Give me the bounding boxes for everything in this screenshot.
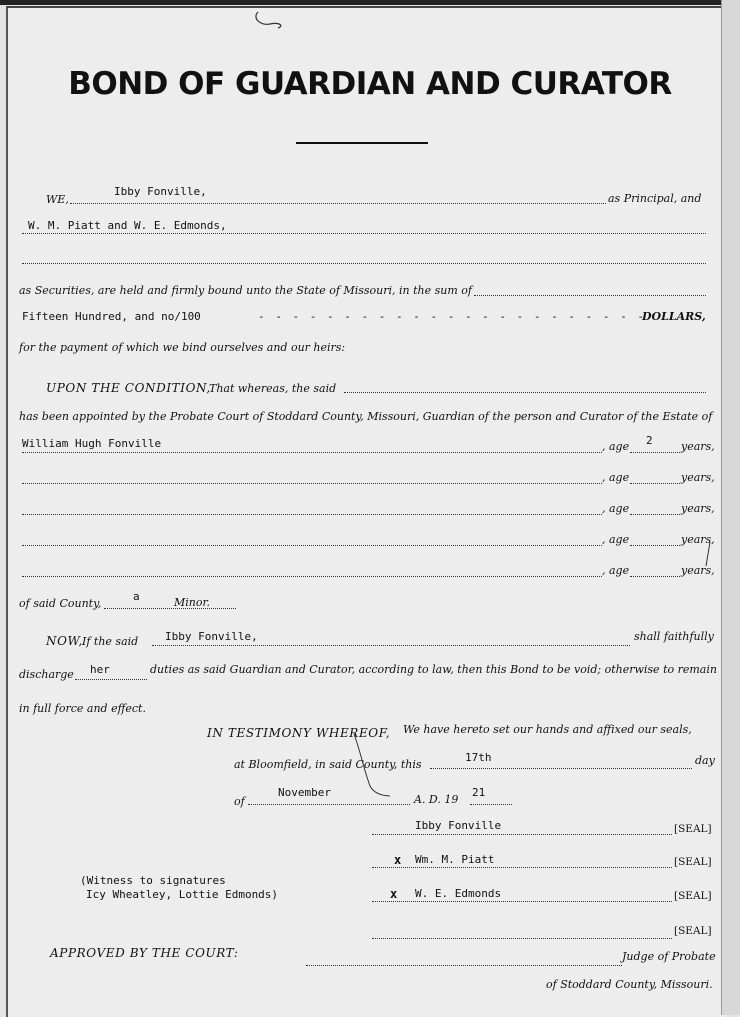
day-label: day xyxy=(695,754,715,767)
signature-line xyxy=(372,938,672,939)
signature-line xyxy=(372,901,672,902)
duties-clause: duties as said Guardian and Curator, according to law, then this Bond to be void; otherwise to remain xyxy=(150,663,717,676)
month-line xyxy=(248,804,410,805)
age-label: , age xyxy=(602,502,630,515)
ward-name-line xyxy=(22,514,602,515)
ward-age-line xyxy=(630,576,680,577)
seal-label: [SEAL] xyxy=(674,856,712,868)
dollars-label: DOLLARS, xyxy=(642,310,706,323)
securities-names: W. M. Piatt and W. E. Edmonds, xyxy=(28,219,227,232)
sum-line xyxy=(474,295,706,296)
principal-name: Ibby Fonville, xyxy=(114,185,207,198)
pen-squiggle-top xyxy=(250,8,290,30)
now-label: NOW, xyxy=(46,634,83,648)
force-clause: in full force and effect. xyxy=(19,702,146,715)
age-label: , age xyxy=(602,564,630,577)
ward-name: William Hugh Fonville xyxy=(22,437,162,450)
securities-line xyxy=(22,233,706,234)
years-label: years, xyxy=(681,564,715,577)
pen-squiggle-county xyxy=(350,730,400,800)
now-line xyxy=(152,645,630,646)
judge-label: Judge of Probate xyxy=(622,950,716,963)
ward-age: 2 xyxy=(646,434,653,447)
day-value: 17th xyxy=(465,751,492,764)
year-line xyxy=(470,804,512,805)
county-court: of Stoddard County, Missouri. xyxy=(546,978,713,991)
signature-line xyxy=(372,834,672,835)
signature-line xyxy=(372,867,672,868)
appointed-clause: has been appointed by the Probate Court of Stoddard County, Missouri, Guardian of the person and Curator of the Estate of xyxy=(19,410,713,423)
sum-text: Fifteen Hundred, and no/100 xyxy=(22,310,201,323)
years-label: years, xyxy=(681,471,715,484)
now-name: Ibby Fonville, xyxy=(165,630,258,643)
discharge-label: discharge xyxy=(19,668,74,681)
minor-label: Minor. xyxy=(174,596,211,609)
ward-name-line xyxy=(22,576,602,577)
testimony-text: We have hereto set our hands and affixed our seals, xyxy=(403,723,692,736)
ward-age-line xyxy=(630,452,680,453)
scan-top-edge xyxy=(0,0,740,5)
ward-age-line xyxy=(630,514,680,515)
age-label: , age xyxy=(602,440,630,453)
pen-mark-years xyxy=(700,540,714,570)
minor-line xyxy=(104,608,236,609)
years-label: years, xyxy=(681,533,715,546)
approved-label: APPROVED BY THE COURT: xyxy=(50,946,239,960)
condition-heading: UPON THE CONDITION, xyxy=(46,381,211,395)
testimony-heading: IN TESTIMONY WHEREOF, xyxy=(207,726,391,740)
blank-securities-line xyxy=(22,263,706,264)
ad-label: A. D. 19 xyxy=(414,793,459,806)
signer-name: Ibby Fonville xyxy=(415,819,502,832)
witness-line-1: (Witness to signatures xyxy=(80,874,226,887)
county-label: of said County, xyxy=(19,597,102,610)
year-value: 21 xyxy=(472,786,486,799)
sum-dashes: - - - - - - - - - - - - - - - - - - - - - - - xyxy=(258,310,647,323)
signer-name: W. E. Edmonds xyxy=(415,887,502,900)
if-said-label: If the said xyxy=(82,635,139,648)
age-label: , age xyxy=(602,533,630,546)
month-value: November xyxy=(278,786,331,799)
years-label: years, xyxy=(681,440,715,453)
ward-age-line xyxy=(630,545,680,546)
ward-name-line xyxy=(22,545,602,546)
condition-line xyxy=(344,392,706,393)
we-label: WE, xyxy=(46,193,69,206)
scan-right-edge xyxy=(721,0,740,1015)
seal-label: [SEAL] xyxy=(674,925,712,937)
pronoun-line xyxy=(75,679,147,680)
years-label: years, xyxy=(681,502,715,515)
seal-label: [SEAL] xyxy=(674,890,712,902)
as-principal-label: as Principal, and xyxy=(608,192,702,205)
principal-line xyxy=(70,203,606,204)
ward-age-line xyxy=(630,483,680,484)
payment-clause: for the payment of which we bind ourselves and our heirs: xyxy=(19,341,346,354)
ward-name-line xyxy=(22,483,602,484)
condition-text: That whereas, the said xyxy=(209,382,337,395)
judge-line xyxy=(306,965,622,966)
minor-article: a xyxy=(133,590,140,603)
faithfully-label: shall faithfully xyxy=(634,630,714,643)
pronoun: her xyxy=(90,663,110,676)
signer-name: Wm. M. Piatt xyxy=(415,853,495,866)
signature-mark: x xyxy=(394,853,402,867)
ward-name-line xyxy=(22,452,602,453)
day-line xyxy=(430,768,692,769)
signature-mark: x xyxy=(390,887,398,901)
title-underline xyxy=(296,142,428,144)
seal-label: [SEAL] xyxy=(674,823,712,835)
bloomfield-text: at Bloomfield, in said County, this xyxy=(234,758,422,771)
witness-line-2: Icy Wheatley, Lottie Edmonds) xyxy=(86,888,279,901)
of-label: of xyxy=(234,795,245,808)
age-label: , age xyxy=(602,471,630,484)
document-title: BOND OF GUARDIAN AND CURATOR xyxy=(68,66,672,102)
securities-clause: as Securities, are held and firmly bound unto the State of Missouri, in the sum of xyxy=(19,284,472,297)
